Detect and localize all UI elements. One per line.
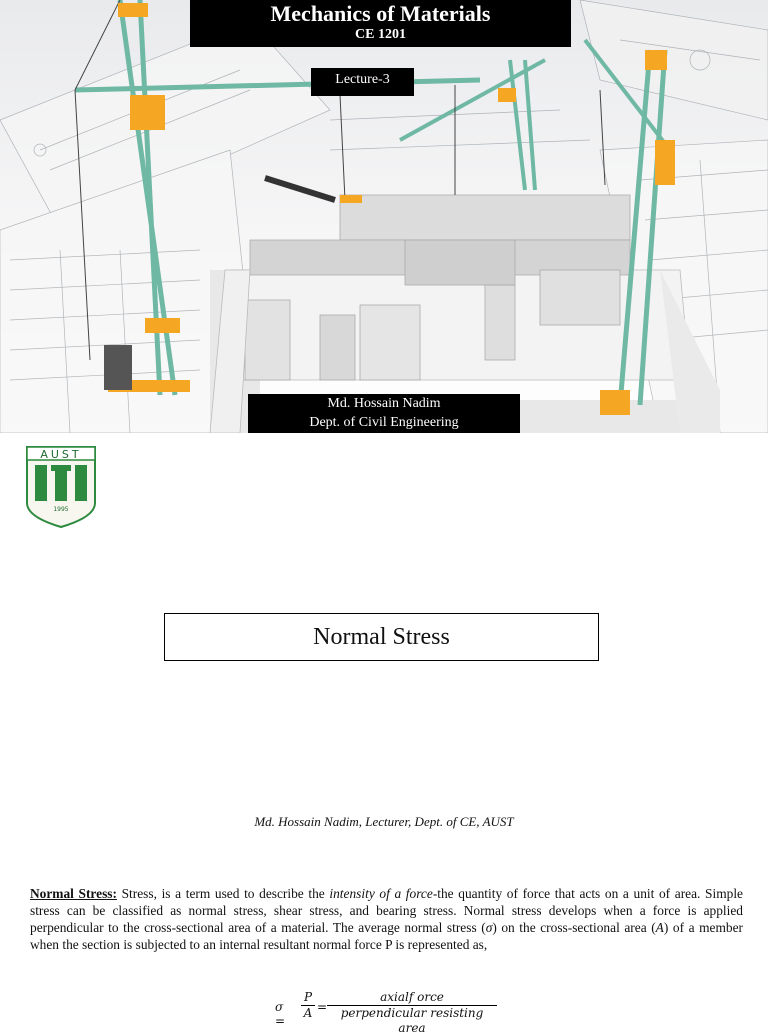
- term-label: Normal Stress:: [30, 886, 117, 901]
- para-text-3: ) on the cross-sectional area (: [492, 920, 656, 935]
- course-code: CE 1201: [355, 27, 406, 42]
- fraction-p-over-a: [301, 990, 315, 1021]
- author-name: Md. Hossain Nadim: [327, 396, 441, 411]
- course-title: Mechanics of Materials: [270, 1, 491, 26]
- formula-equals: =: [317, 1000, 328, 1014]
- aust-logo-icon: [25, 445, 97, 529]
- para-text-2: -the quantity of force that acts on a unit of area. Simple stress can be classified as normal stress, shear stress, and bearing stress. Normal stress develops when a force is applied perpendicular to the cross-sectional area of a material. The average normal stress (: [30, 886, 743, 935]
- para-text-4: ) of a member when the section is subjected to an internal resultant normal force P is represented as,: [30, 920, 743, 952]
- fraction-force-over-area: [327, 990, 497, 1035]
- construction-illustration: [0, 0, 768, 433]
- hero-banner: [0, 0, 768, 433]
- denominator-a: A: [303, 1006, 313, 1020]
- numerator-axial-force: axialf orce: [380, 990, 444, 1004]
- author-banner: [248, 394, 520, 433]
- course-title-banner: [190, 0, 571, 47]
- logo-text: AUST: [40, 448, 82, 461]
- para-text-1: Stress, is a term used to describe the: [116, 886, 330, 901]
- byline: Md. Hossain Nadim, Lecturer, Dept. of CE, AUST: [254, 814, 514, 829]
- normal-stress-paragraph: [30, 885, 743, 953]
- para-emphasis: intensity of a force: [329, 886, 433, 901]
- denominator-area: perpendicular resisting area: [340, 1006, 484, 1035]
- formula-lhs: σ =: [275, 1000, 286, 1028]
- author-dept: Dept. of Civil Engineering: [309, 415, 459, 430]
- sigma-symbol: σ: [485, 920, 493, 935]
- aust-logo: [25, 445, 97, 529]
- lecture-label: Lecture-3: [311, 68, 414, 96]
- section-title: Normal Stress: [164, 613, 599, 661]
- numerator-p: P: [303, 990, 313, 1004]
- area-symbol: A: [655, 920, 664, 935]
- logo-year: 1995: [53, 506, 69, 513]
